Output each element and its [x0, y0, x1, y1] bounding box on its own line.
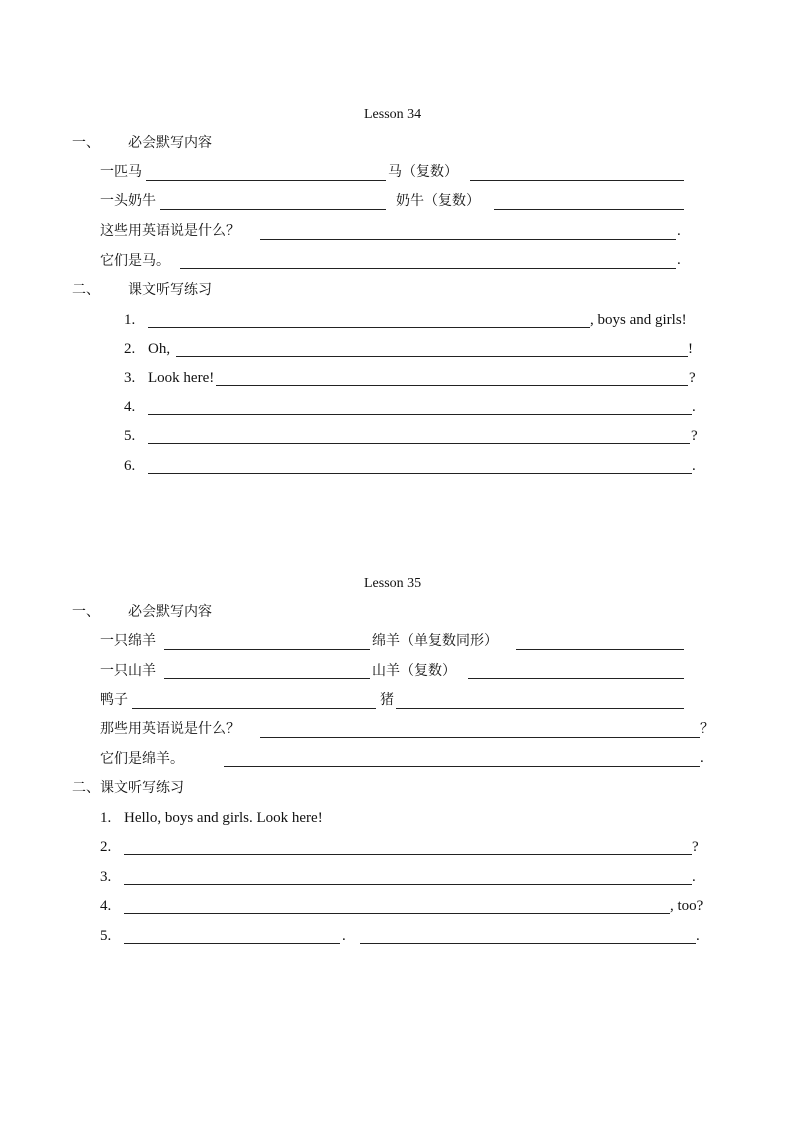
l35-dictation-mid-period: . [342, 928, 346, 944]
l34-label-cows: 奶牛（复数） [396, 193, 480, 209]
l35-dictation-suffix: ? [692, 839, 699, 855]
l35-blank-they-are-sheep[interactable] [224, 766, 700, 767]
l34-label-horses: 马（复数） [388, 164, 458, 180]
l34-period-1: . [677, 223, 681, 239]
l34-dictation-number: 1. [124, 312, 136, 328]
l35-section1-heading: 必会默写内容 [128, 604, 212, 620]
l34-dictation-blank[interactable] [148, 414, 692, 415]
l34-dictation-suffix: . [692, 458, 696, 474]
l34-dictation-blank[interactable] [148, 473, 692, 474]
l34-dictation-suffix: . [692, 399, 696, 415]
l35-blank-what-are-those[interactable] [260, 737, 700, 738]
l35-dictation-suffix: . [692, 869, 696, 885]
l35-dictation-blank-second[interactable] [360, 943, 696, 944]
l34-dictation-suffix: ! [688, 341, 693, 357]
l34-blank-a-cow[interactable] [160, 209, 386, 210]
l35-label-they-are-sheep: 它们是绵羊。 [100, 751, 184, 767]
l35-section2-heading: 二、课文听写练习 [72, 780, 184, 796]
l34-dictation-number: 4. [124, 399, 136, 415]
l35-dictation-blank[interactable] [124, 913, 670, 914]
l35-dictation-number: 5. [100, 928, 112, 944]
l34-dictation-number: 6. [124, 458, 136, 474]
l34-dictation-blank[interactable] [148, 443, 690, 444]
l35-dictation-number: 4. [100, 898, 112, 914]
l35-label-pig: 猪 [380, 692, 394, 708]
l35-section1-number: 一、 [72, 604, 100, 620]
l34-dictation-number: 3. [124, 370, 136, 386]
l35-blank-sheep-plural[interactable] [516, 649, 684, 650]
l34-dictation-suffix: , boys and girls! [590, 312, 687, 328]
l34-dictation-prefix: Look here! [148, 370, 215, 386]
l35-question-mark: ？ [700, 721, 714, 737]
l34-section2-number: 二、 [72, 282, 100, 298]
l35-label-a-sheep: 一只绵羊 [100, 633, 156, 649]
lesson-34-title: Lesson 34 [364, 107, 422, 122]
l35-blank-a-goat[interactable] [164, 678, 370, 679]
l34-label-what-are-these: 这些用英语说是什么？ [100, 223, 240, 239]
l34-section2-heading: 课文听写练习 [128, 282, 212, 298]
l35-dictation-blank[interactable] [124, 884, 692, 885]
l35-blank-duck[interactable] [132, 708, 376, 709]
l34-dictation-prefix: Oh, [148, 341, 171, 357]
l35-dictation-blank-first[interactable] [124, 943, 340, 944]
l34-blank-they-are-horses[interactable] [180, 268, 676, 269]
l34-blank-what-are-these[interactable] [260, 239, 676, 240]
l34-dictation-blank[interactable] [216, 385, 688, 386]
l34-dictation-blank[interactable] [176, 356, 688, 357]
l34-blank-cows[interactable] [494, 209, 684, 210]
l35-dictation-text: Hello, boys and girls. Look here! [124, 810, 323, 826]
l35-blank-goats[interactable] [468, 678, 684, 679]
l34-dictation-blank[interactable] [148, 327, 590, 328]
l35-label-duck: 鸭子 [100, 692, 128, 708]
l34-dictation-suffix: ? [689, 370, 696, 386]
l34-section1-number: 一、 [72, 135, 100, 151]
l34-dictation-suffix: ? [691, 428, 698, 444]
l35-label-sheep-plural: 绵羊（单复数同形） [372, 633, 498, 649]
lesson-35-title: Lesson 35 [364, 576, 422, 591]
l35-dictation-number: 1. [100, 810, 112, 826]
l34-label-a-horse: 一匹马 [100, 164, 142, 180]
l34-dictation-number: 5. [124, 428, 136, 444]
l35-label-goats: 山羊（复数） [372, 663, 456, 679]
l34-label-a-cow: 一头奶牛 [100, 193, 156, 209]
l34-section1-heading: 必会默写内容 [128, 135, 212, 151]
l34-blank-a-horse[interactable] [146, 180, 386, 181]
l35-dictation-number: 2. [100, 839, 112, 855]
l35-label-what-are-those: 那些用英语说是什么？ [100, 721, 240, 737]
l35-dictation-number: 3. [100, 869, 112, 885]
l35-blank-pig[interactable] [396, 708, 684, 709]
l35-dictation-blank[interactable] [124, 854, 692, 855]
l34-blank-horses[interactable] [470, 180, 684, 181]
l35-blank-a-sheep[interactable] [164, 649, 370, 650]
l34-period-2: . [677, 252, 681, 268]
l35-period: . [700, 750, 704, 766]
l35-dictation-suffix: . [696, 928, 700, 944]
l34-label-they-are-horses: 它们是马。 [100, 253, 170, 269]
l35-dictation-suffix: , too? [670, 898, 704, 914]
l35-label-a-goat: 一只山羊 [100, 663, 156, 679]
l34-dictation-number: 2. [124, 341, 136, 357]
